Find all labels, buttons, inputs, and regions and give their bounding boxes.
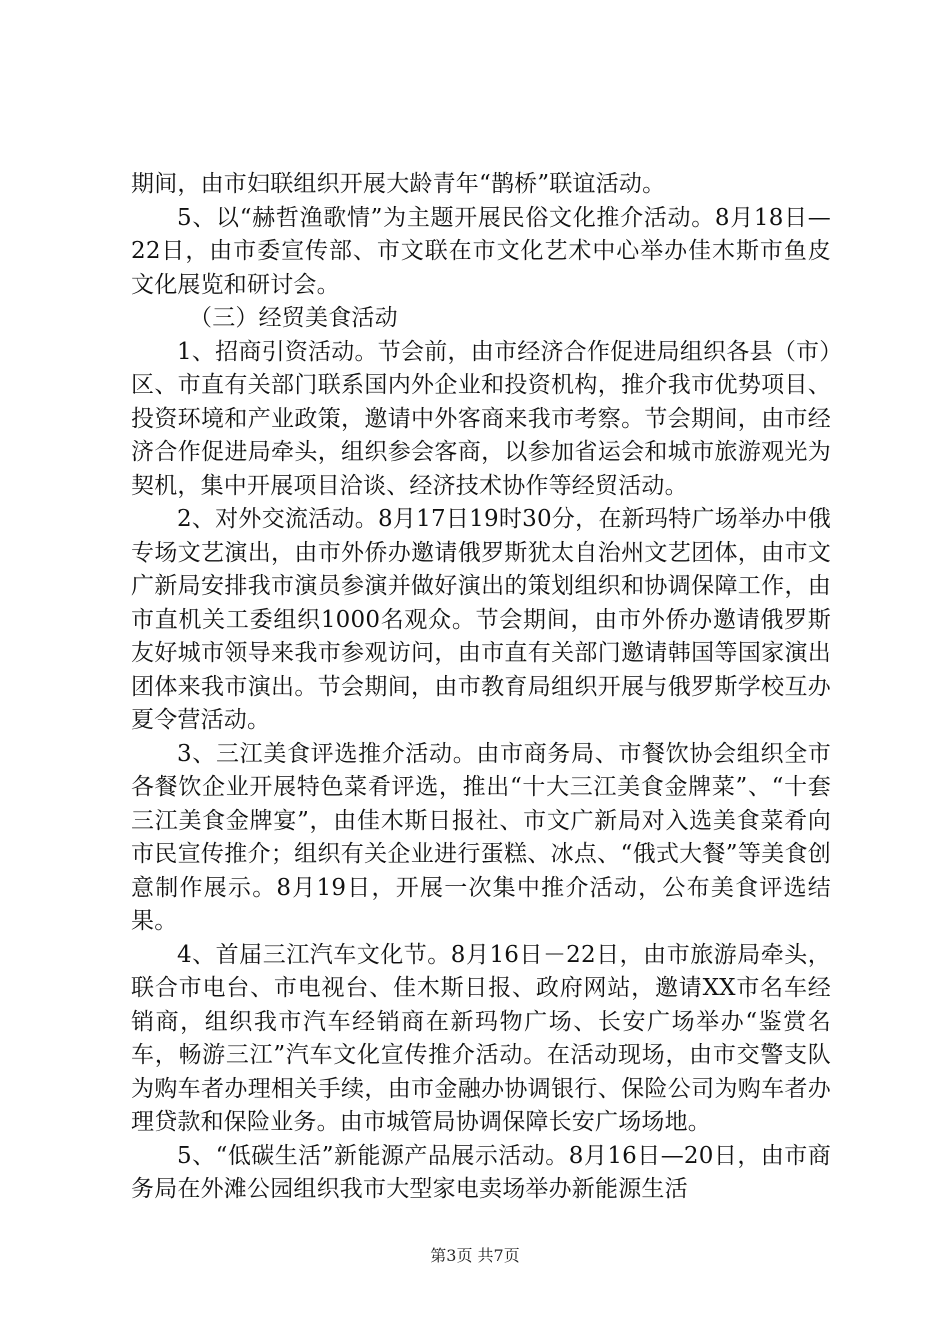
paragraph-low-carbon: 5、“低碳生活”新能源产品展示活动。8月16日—20日，由市商务局在外滩公园组织我市大型家电卖场举办新能源生活 — [131, 1142, 831, 1202]
paragraph-foreign-exchange: 2、对外交流活动。8月17日19时30分，在新玛特广场举办中俄专场文艺演出，由市外侨办邀请俄罗斯犹太自治州文艺团体，由市文广新局安排我市演员参演并做好演出的策划组织和协调保障工作，由市直机关工委组织1000名观众。节会期间，由市外侨办邀请俄罗斯友好城市领导来我市参观访问，由市直有关部门邀请韩国等国家演出团体来我市演出。节会期间，由市教育局组织开展与俄罗斯学校互办夏令营活动。 — [131, 506, 831, 733]
paragraph-continuation: 期间，由市妇联组织开展大龄青年“鹊桥”联谊活动。 — [131, 171, 666, 197]
section-heading-trade-food: （三）经贸美食活动 — [189, 305, 398, 331]
paragraph-folk-culture: 5、以“赫哲渔歌情”为主题开展民俗文化推介活动。8月18日—22日，由市委宣传部、市文联在市文化艺术中心举办佳木斯市鱼皮文化展览和研讨会。 — [131, 204, 831, 298]
paragraph-auto-festival: 4、首届三江汽车文化节。8月16日－22日，由市旅游局牵头，联合市电台、市电视台、佳木斯日报、政府网站，邀请XX市名车经销商，组织我市汽车经销商在新玛物广场、长安广场举办“鉴赏名车，畅游三江”汽车文化宣传推介活动。在活动现场，由市交警支队为购车者办理相关手续，由市金融办协调银行、保险公司为购车者办理贷款和保险业务。由市城管局协调保障长安广场场地。 — [131, 941, 831, 1135]
paragraph-investment: 1、招商引资活动。节会前，由市经济合作促进局组织各县（市）区、市直有关部门联系国内外企业和投资机构，推介我市优势项目、投资环境和产业政策，邀请中外客商来我市考察。节会期间，由市经济合作促进局牵头，组织参会客商，以参加省运会和城市旅游观光为契机，集中开展项目洽谈、经济技术协作等经贸活动。 — [131, 338, 831, 499]
document-body — [131, 168, 831, 1207]
paragraph-food-selection: 3、三江美食评选推介活动。由市商务局、市餐饮协会组织全市各餐饮企业开展特色菜肴评选，推出“十大三江美食金牌菜”、“十套三江美食金牌宴”，由佳木斯日报社、市文广新局对入选美食菜肴向市民宣传推介；组织有关企业进行蛋糕、冰点、“俄式大餐”等美食创意制作展示。8月19日，开展一次集中推介活动，公布美食评选结果。 — [131, 740, 831, 934]
page-footer: 第3页 共7页 — [430, 1246, 520, 1265]
